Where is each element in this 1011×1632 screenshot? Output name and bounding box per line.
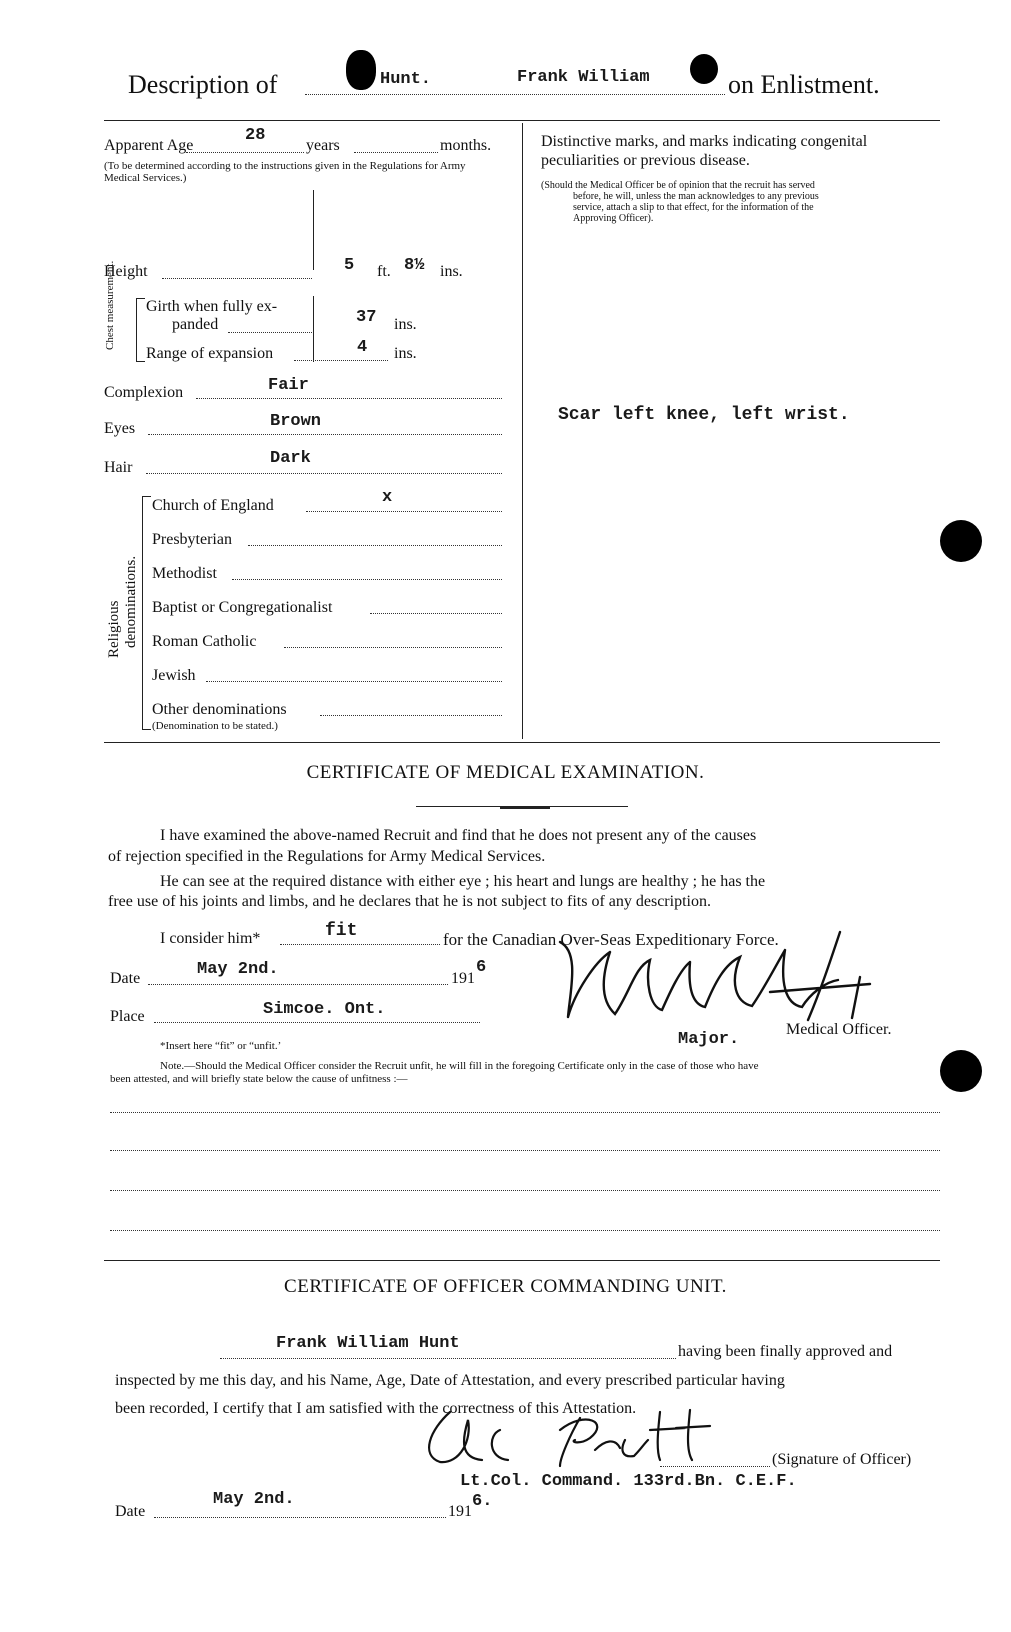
denom-dots-4 [284,647,502,648]
denom-dots-3 [370,613,502,614]
header-surname: Hunt. [380,70,432,89]
apparent-age-label: Apparent Age [104,137,194,154]
officer-line-3: been recorded, I certify that I am satisfied with the correctness of this Attestation. [115,1400,637,1417]
months-dots [354,152,438,153]
command-value: Lt.Col. Command. 133rd.Bn. C.E.F. [460,1472,797,1491]
medical-officer-rank: Major. [678,1030,740,1049]
denom-label-5: Jewish [152,667,196,684]
complexion-dots [196,398,502,399]
denom-label-6: Other denominations [152,701,287,718]
religions-label [106,556,140,658]
ft-label: ft. [377,263,391,280]
eyes-value: Brown [270,412,322,431]
ink-blot [346,50,376,90]
eyes-dots [148,434,502,435]
insert-note: *Insert here “fit” or “unfit.’ [160,1040,282,1052]
denom-label-0: Church of England [152,497,274,514]
denom-dots-5 [206,681,502,682]
medical-officer-label: Medical Officer. [786,1021,892,1038]
signature-dots [660,1466,770,1467]
denom-dots-6 [320,715,502,716]
medical-year-suffix: 6 [476,958,487,977]
age-value: 28 [245,126,266,145]
medical-para2-line2: free use of his joints and limbs, and he declares that he is not subject to fits of any description. [108,893,711,910]
denom-mark-0: x [382,488,393,507]
commanding-officer-signature [410,1400,750,1472]
range-value: 4 [357,338,368,357]
note-line-1: Note.—Should the Medical Officer consider the Recruit unfit, he will fill in the foregoing Certificate only in the case of those who have [160,1060,759,1072]
column-divider [522,123,523,739]
height-ft-value: 5 [344,256,355,275]
title-rule-thick [500,806,550,809]
header-on-enlistment: on Enlistment. [728,70,880,99]
years-label: years [306,137,340,154]
distinctive-note-3: service, attach a slip to that effect, for the information of the [573,202,814,213]
distinctive-note-1: (Should the Medical Officer be of opinion that the recruit has served [541,180,815,191]
top-rule [104,120,940,121]
distinctive-marks-heading-1: Distinctive marks, and marks indicating congenital [541,133,868,150]
officer-name-value: Frank William Hunt [276,1334,460,1353]
section-rule [104,1260,940,1261]
age-dots [186,152,304,153]
signature-of-officer-label: (Signature of Officer) [772,1451,912,1468]
medical-year-prefix: 191 [451,970,475,987]
note-line-2: been attested, and will briefly state below the cause of unfitness :— [110,1073,408,1085]
officer-name-dots [220,1358,676,1359]
officer-certificate-title: CERTIFICATE OF OFFICER COMMANDING UNIT. [284,1276,727,1297]
range-label: Range of expansion [146,345,274,362]
months-label: months. [440,137,492,154]
section-rule [104,742,940,743]
hair-value: Dark [270,449,311,468]
medical-officer-signature [540,922,920,1027]
header-given-names: Frank William [517,68,650,87]
medical-para1-line2: of rejection specified in the Regulations for Army Medical Services. [108,848,546,865]
medical-date-value: May 2nd. [197,960,279,979]
denom-label-2: Methodist [152,565,217,582]
unfitness-line-2 [110,1150,940,1151]
vertical-rule [313,190,314,270]
eyes-label: Eyes [104,420,136,437]
girth-label-1: Girth when fully ex- [146,298,278,315]
officer-year-prefix: 191 [448,1503,472,1520]
complexion-label: Complexion [104,384,184,401]
place-value: Simcoe. Ont. [263,1000,386,1019]
fit-value: fit [325,921,358,941]
distinctive-marks-value: Scar left knee, left wrist. [558,405,850,425]
girth-ins-label: ins. [394,316,417,333]
range-dots [294,360,388,361]
denom-dots-0 [306,511,502,512]
officer-date-dots [154,1517,446,1518]
religions-bracket [142,496,151,730]
ins-label: ins. [440,263,463,280]
hair-label: Hair [104,459,133,476]
distinctive-note-2: before, he will, unless the man acknowledges to any previous [573,191,819,202]
denom-label-1: Presbyterian [152,531,232,548]
vertical-rule [313,296,314,362]
denomination-note: (Denomination to be stated.) [152,720,278,732]
consider-label: I consider him* [160,930,261,947]
officer-year-suffix: 6. [472,1492,493,1511]
officer-line-1-tail: having been finally approved and [678,1343,893,1360]
unfitness-line-4 [110,1230,940,1231]
height-in-value: 8½ [404,256,425,275]
distinctive-marks-heading-2: peculiarities or previous disease. [541,152,750,169]
height-dots [162,278,312,279]
officer-date-value: May 2nd. [213,1490,295,1509]
height-label: Height [104,263,148,280]
medical-certificate-title: CERTIFICATE OF MEDICAL EXAMINATION. [306,762,705,783]
officer-line-2: inspected by me this day, and his Name, Age, Date of Attestation, and every prescribed particular having [115,1372,785,1389]
denom-dots-2 [232,579,502,580]
punch-hole [940,520,982,562]
girth-dots [228,332,314,333]
denom-label-3: Baptist or Congregationalist [152,599,333,616]
chest-label: Chest measurement. [104,260,116,350]
header-name-line [305,94,725,95]
fit-dots [280,944,440,945]
medical-date-label: Date [110,970,141,987]
officer-date-label: Date [115,1503,146,1520]
religions-label-line-2: denominations. [123,555,139,648]
ink-blot [690,54,718,84]
chest-bracket [136,298,145,362]
distinctive-note-4: Approving Officer). [573,213,654,224]
range-ins-label: ins. [394,345,417,362]
religions-label-line-1: Religious [106,600,122,658]
medical-para2-line1: He can see at the required distance with either eye ; his heart and lungs are healthy ; he has the [160,873,766,890]
unfitness-line-3 [110,1190,940,1191]
place-dots [154,1022,480,1023]
unfitness-line-1 [110,1112,940,1113]
complexion-value: Fair [268,376,309,395]
medical-date-dots [148,984,448,985]
girth-value: 37 [356,308,377,327]
header-description-of: Description of [128,70,278,99]
denom-dots-1 [248,545,502,546]
force-label: for the Canadian Over-Seas Expeditionary Force. [443,930,779,949]
hair-dots [146,473,502,474]
medical-para1-line1: I have examined the above-named Recruit and find that he does not present any of the causes [160,827,757,844]
girth-label-2: panded [172,316,219,333]
age-note: (To be determined according to the instructions given in the Regulations for Army Medical Services.) [104,160,466,184]
punch-hole [940,1050,982,1092]
place-label: Place [110,1008,145,1025]
denom-label-4: Roman Catholic [152,633,257,650]
